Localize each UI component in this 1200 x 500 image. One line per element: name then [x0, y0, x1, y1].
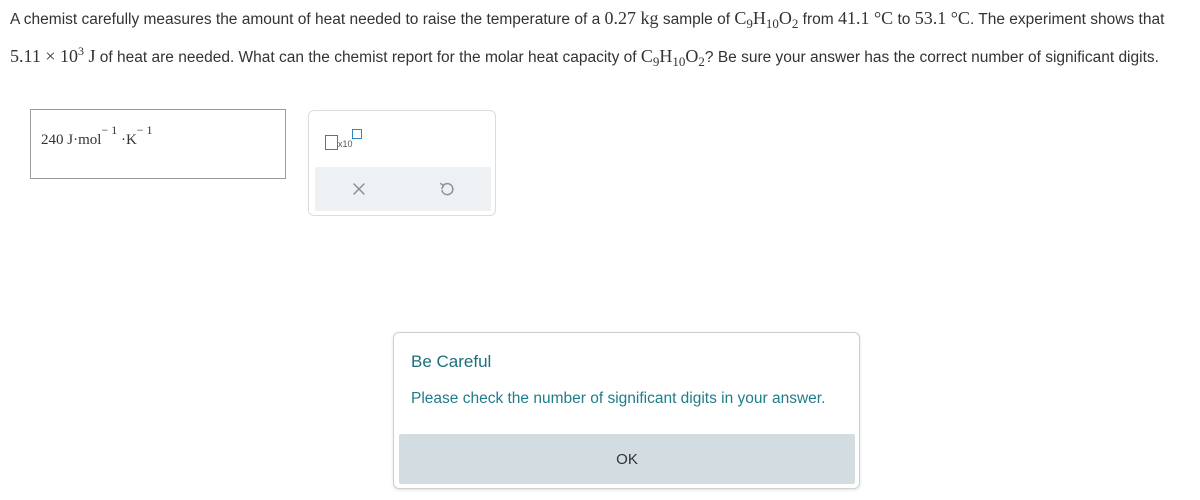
- question-part6: of heat are needed. What can the chemist report for the molar heat capacity of: [95, 49, 641, 66]
- answer-value: 240: [41, 132, 64, 148]
- mantissa-box-icon: [325, 135, 338, 150]
- scientific-notation-button[interactable]: [325, 131, 365, 153]
- question-part1: A chemist carefully measures the amount of heat needed to raise the temperature of a: [10, 11, 605, 28]
- math-tool-panel: [308, 110, 496, 216]
- exponent-box-icon: [352, 129, 362, 139]
- answer-exponent-2: − 1: [136, 123, 153, 137]
- question-part5: . The experiment shows that: [969, 11, 1165, 28]
- heat-amount: $5.11 \times 10^3$ J: [10, 44, 96, 66]
- question-part7: ? Be sure your answer has the correct number of significant digits.: [704, 49, 1159, 66]
- be-careful-dialog: [393, 332, 860, 489]
- compound-formula: $C_9H_{10}O_2$: [734, 8, 799, 31]
- answer-unit-k: ·K: [120, 132, 137, 148]
- start-temperature: 41.1 °C: [837, 8, 894, 28]
- answer-input[interactable]: [30, 109, 286, 179]
- clear-button[interactable]: [329, 167, 389, 211]
- question-text: [10, 0, 1190, 76]
- answer-expression: [41, 123, 153, 149]
- compound-formula-2: $C_9H_{10}O_2$: [640, 46, 705, 69]
- sample-mass: 0.27 kg: [604, 8, 659, 28]
- end-temperature: 53.1 °C: [914, 8, 970, 28]
- question-part4: to: [893, 11, 915, 28]
- answer-unit-j: J·mol: [67, 132, 102, 148]
- ok-button[interactable]: OK: [399, 434, 855, 484]
- x-icon: [352, 182, 366, 196]
- question-part3: from: [798, 11, 838, 28]
- dialog-message: Please check the number of significant digits in your answer.: [411, 390, 826, 407]
- undo-button[interactable]: [417, 167, 477, 211]
- undo-icon: [438, 180, 456, 198]
- tool-actions-bar: [315, 167, 491, 211]
- answer-exponent-1: − 1: [101, 123, 118, 137]
- question-part2: sample of: [658, 11, 735, 28]
- dialog-title: Be Careful: [411, 352, 492, 371]
- x10-label: x10: [338, 139, 353, 149]
